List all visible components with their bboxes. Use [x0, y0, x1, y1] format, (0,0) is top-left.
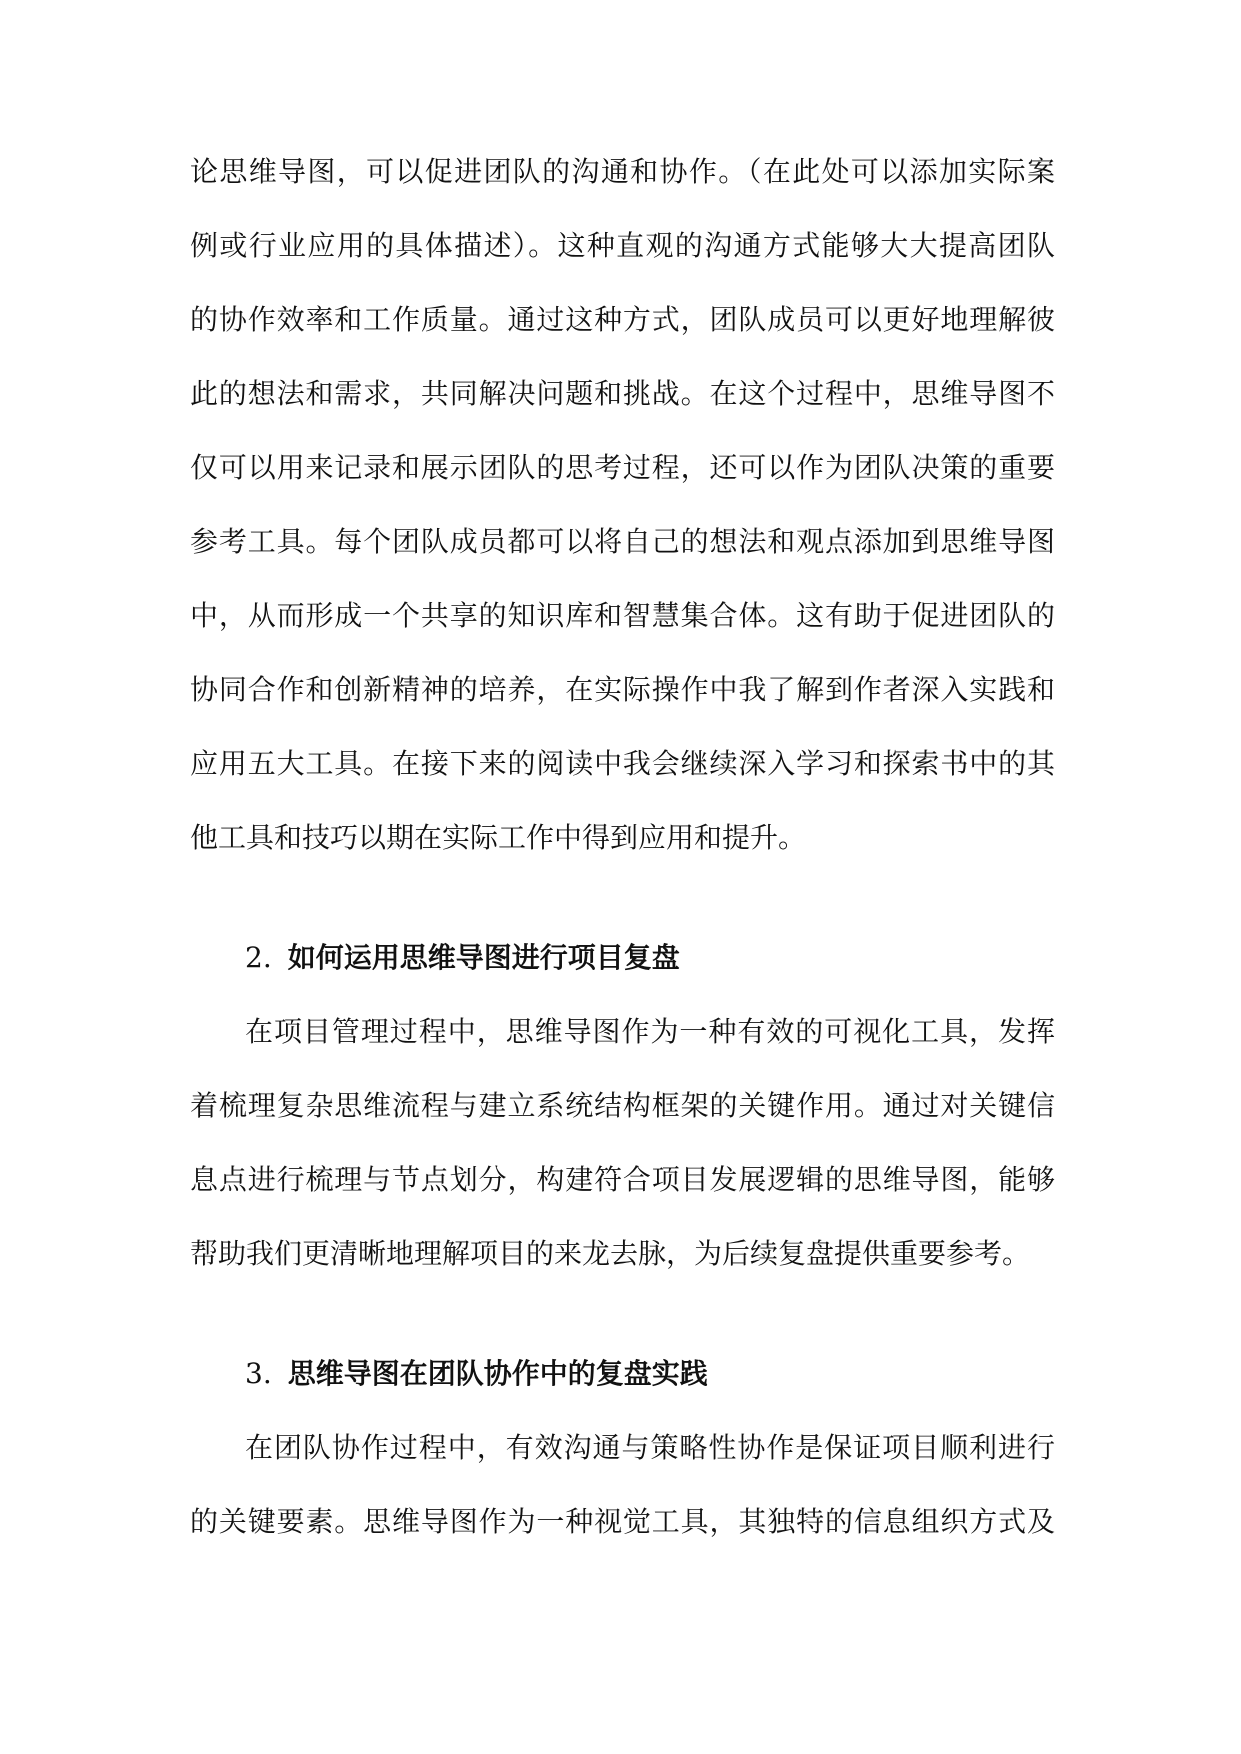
paragraph-line: 他工具和技巧以期在实际工作中得到应用和提升。: [190, 821, 807, 854]
paragraph-line: 参考工具。每个团队成员都可以将自己的想法和观点添加到思维导图: [190, 525, 1055, 558]
paragraph-line: 着梳理复杂思维流程与建立系统结构框架的关键作用。通过对关键信: [190, 1089, 1055, 1122]
paragraph-line: 的关键要素。思维导图作为一种视觉工具，其独特的信息组织方式及: [190, 1505, 1055, 1538]
paragraph-line: 在项目管理过程中，思维导图作为一种有效的可视化工具，发挥: [245, 1015, 1055, 1048]
paragraph-line: 例或行业应用的具体描述）。这种直观的沟通方式能够大大提高团队: [190, 229, 1055, 262]
paragraph-line: 的协作效率和工作质量。通过这种方式，团队成员可以更好地理解彼: [190, 303, 1055, 336]
section-heading-2: [245, 931, 680, 985]
section-heading-3: [245, 1347, 708, 1401]
paragraph-line: 协同合作和创新精神的培养，在实际操作中我了解到作者深入实践和: [190, 673, 1055, 706]
section-title: 思维导图在团队协作中的复盘实践: [287, 1357, 708, 1390]
section-number: 2.: [245, 941, 272, 974]
paragraph-line: 仅可以用来记录和展示团队的思考过程，还可以作为团队决策的重要: [190, 451, 1055, 484]
paragraph-line: 论思维导图，可以促进团队的沟通和协作。（在此处可以添加实际案: [190, 155, 1055, 188]
paragraph-line: 帮助我们更清晰地理解项目的来龙去脉，为后续复盘提供重要参考。: [190, 1237, 1031, 1270]
paragraph-line: 息点进行梳理与节点划分，构建符合项目发展逻辑的思维导图，能够: [190, 1163, 1055, 1196]
paragraph-line: 中，从而形成一个共享的知识库和智慧集合体。这有助于促进团队的: [190, 599, 1055, 632]
section-title: 如何运用思维导图进行项目复盘: [287, 941, 680, 974]
section-number: 3.: [245, 1357, 272, 1390]
paragraph-line: 在团队协作过程中，有效沟通与策略性协作是保证项目顺利进行: [245, 1431, 1055, 1464]
paragraph-line: 此的想法和需求，共同解决问题和挑战。在这个过程中，思维导图不: [190, 377, 1055, 410]
paragraph-line: 应用五大工具。在接下来的阅读中我会继续深入学习和探索书中的其: [190, 747, 1055, 780]
